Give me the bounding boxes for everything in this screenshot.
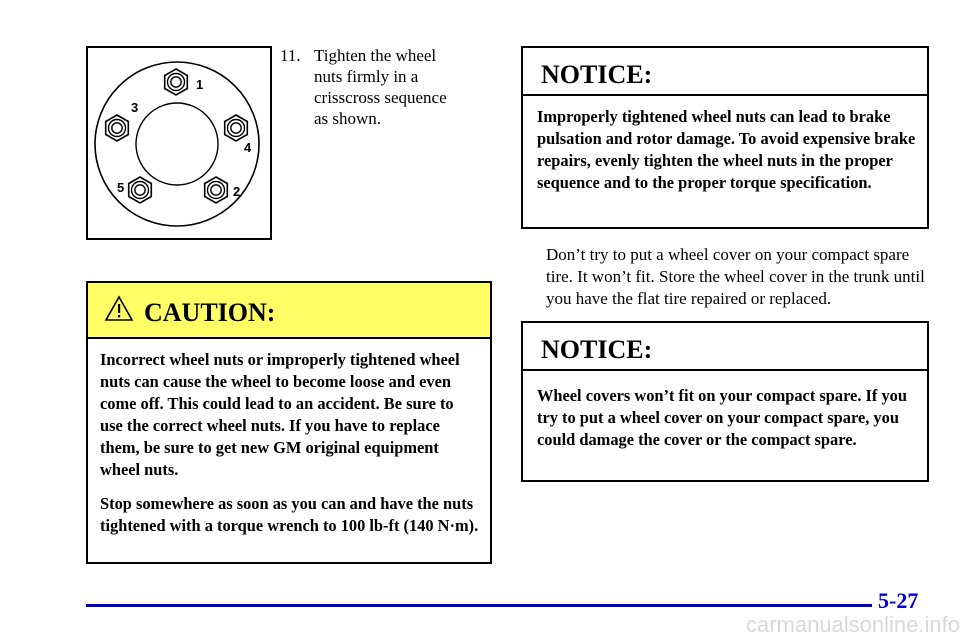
lug-nut-5 (129, 177, 152, 203)
warning-triangle-icon (104, 295, 134, 322)
watermark: carmanualsonline.info (745, 612, 960, 637)
notice-text: Improperly tightened wheel nuts can lead to brake pulsation and rotor damage. To avoid expensive brake repairs, evenly tighten the wheel nuts in the proper sequence and to the proper torque specification. (537, 107, 916, 192)
notice-content (523, 371, 927, 451)
nut-label-5: 5 (117, 180, 125, 195)
caution-header (88, 283, 490, 339)
caution-paragraph: Incorrect wheel nuts or improperly tightened wheel nuts can cause the wheel to become loose and even come off. This could lead to an accident. Be sure to use the correct wheel nuts. If you have to replace them, be sure to get new GM original equipment wheel nuts. (100, 350, 460, 479)
notice-title: NOTICE: (541, 335, 653, 364)
step-line: as shown. (314, 109, 382, 128)
lug-nut-3 (106, 115, 129, 141)
hub-center (136, 103, 218, 185)
notice-header (523, 48, 927, 96)
lug-nut-1 (165, 69, 188, 95)
wheel-cover-paragraph: Don’t try to put a wheel cover on your compact spare tire. It won’t fit. Store the wheel cover in the trunk until you have the flat tire repaired or replaced. (546, 245, 925, 308)
step-line: nuts firmly in a (314, 67, 419, 86)
lug-nut-2 (205, 177, 228, 203)
notice-title: NOTICE: (541, 60, 653, 89)
notice-content (523, 96, 927, 194)
step-text (314, 45, 504, 129)
footer-rule (86, 604, 872, 607)
step-line: crisscross sequence (314, 88, 447, 107)
wheel-nut-diagram (86, 46, 272, 240)
notice-text: Wheel covers won’t fit on your compact spare. If you try to put a wheel cover on your compact spare, you could damage the cover or the compact spare. (537, 386, 907, 449)
nut-label-2: 2 (233, 184, 241, 199)
notice-box-brake (521, 46, 929, 229)
lug-nut-4 (225, 115, 248, 141)
notice-header (523, 323, 927, 371)
wheel-hub-illustration (88, 48, 270, 238)
caution-box (86, 281, 492, 564)
nut-label-3: 3 (131, 100, 139, 115)
caution-paragraph: Stop somewhere as soon as you can and have the nuts tightened with a torque wrench to 100 lb-ft (140 N·m). (100, 494, 479, 535)
step-line: Tighten the wheel (314, 46, 437, 65)
notice-box-wheel-cover (521, 321, 929, 482)
nut-label-4: 4 (244, 140, 252, 155)
nut-label-1: 1 (196, 77, 204, 92)
page-number: 5-27 (878, 588, 919, 613)
step-number: 11. (280, 46, 301, 65)
caution-content (88, 339, 490, 537)
caution-title: CAUTION: (144, 298, 276, 327)
